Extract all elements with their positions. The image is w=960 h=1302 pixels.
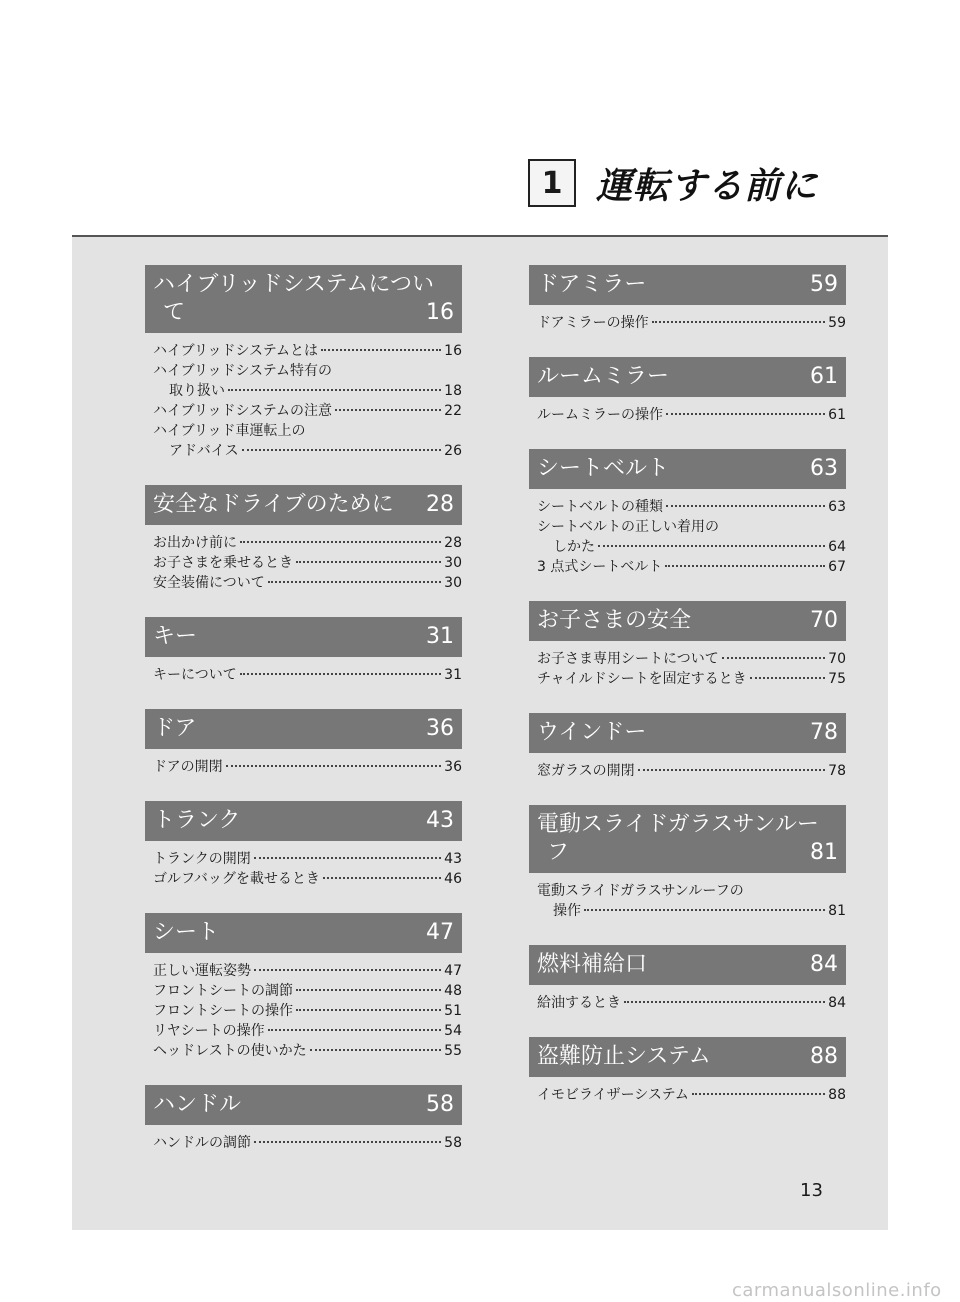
left-column xyxy=(145,265,462,1177)
toc-entry-label: ハイブリッドシステム特有の xyxy=(153,363,333,379)
dot-leader xyxy=(750,677,826,679)
toc-entry[interactable] xyxy=(153,869,462,889)
section-items xyxy=(529,873,846,921)
dot-leader xyxy=(310,1049,442,1051)
toc-entry-label: リヤシートの操作 xyxy=(153,1023,265,1039)
toc-entry[interactable] xyxy=(153,665,462,685)
toc-entry-label: ゴルフバッグを載せるとき xyxy=(153,871,320,887)
section-title: キー xyxy=(153,624,198,649)
section-items xyxy=(145,333,462,461)
toc-entry[interactable] xyxy=(537,497,846,517)
toc-entry[interactable] xyxy=(153,961,462,981)
right-column xyxy=(529,265,846,1129)
section-heading[interactable] xyxy=(145,485,462,525)
dot-leader xyxy=(228,389,441,391)
chapter-header xyxy=(528,158,818,208)
toc-entry-page: 61 xyxy=(828,407,846,423)
section-title: シート xyxy=(153,920,220,945)
section-page: 63 xyxy=(810,456,838,481)
toc-entry[interactable] xyxy=(153,757,462,777)
dot-leader xyxy=(268,1029,442,1031)
dot-leader xyxy=(254,1141,441,1143)
dot-leader xyxy=(624,1001,825,1003)
toc-entry-label: 給油するとき xyxy=(537,995,621,1011)
section-items xyxy=(529,753,846,781)
section-title: トランク xyxy=(153,808,241,833)
toc-entry[interactable] xyxy=(153,553,462,573)
toc-entry-label: ルームミラーの操作 xyxy=(537,407,663,423)
section-heading[interactable] xyxy=(529,357,846,397)
section-title: ドアミラー xyxy=(537,272,647,297)
section-page: 61 xyxy=(810,364,838,389)
dot-leader xyxy=(722,657,825,659)
toc-entry-page: 28 xyxy=(444,535,462,551)
toc-entry-page: 84 xyxy=(828,995,846,1011)
section-items xyxy=(145,953,462,1061)
dot-leader xyxy=(254,857,441,859)
section-title: 盗難防止システム xyxy=(537,1044,711,1069)
section-heading[interactable] xyxy=(145,617,462,657)
section-page: 88 xyxy=(810,1044,838,1069)
toc-entry-row2 xyxy=(537,901,846,921)
section-heading[interactable] xyxy=(529,713,846,753)
dot-leader xyxy=(598,545,825,547)
section-title: ドア xyxy=(153,716,197,741)
toc-entry-label: 窓ガラスの開閉 xyxy=(537,763,635,779)
dot-leader xyxy=(652,321,826,323)
toc-entry-page: 30 xyxy=(444,555,462,571)
section-heading[interactable] xyxy=(145,709,462,749)
section-page: 36 xyxy=(426,716,454,741)
section-heading[interactable] xyxy=(145,1085,462,1125)
toc-entry-label: イモビライザーシステム xyxy=(537,1087,689,1103)
section-page: 59 xyxy=(810,272,838,297)
toc-entry-page: 78 xyxy=(828,763,846,779)
section-heading[interactable] xyxy=(145,801,462,841)
toc-entry-page: 75 xyxy=(828,671,846,687)
section-page: 31 xyxy=(426,624,454,649)
section-title: ハイブリッドシステムについ xyxy=(153,272,434,297)
section-page: 43 xyxy=(426,808,454,833)
toc-entry[interactable] xyxy=(537,557,846,577)
section-page: 84 xyxy=(810,952,838,977)
toc-entry[interactable] xyxy=(537,1085,846,1105)
toc-entry-label: トランクの開閉 xyxy=(153,851,251,867)
section-items xyxy=(529,397,846,425)
toc-entry-page: 26 xyxy=(444,443,462,459)
toc-entry-label: 安全装備について xyxy=(153,575,265,591)
toc-entry-row2 xyxy=(537,537,846,557)
section-title: 燃料補給口 xyxy=(537,952,648,977)
toc-entry-label: キーについて xyxy=(153,667,237,683)
toc-entry-row2 xyxy=(153,381,462,401)
toc-entry-label-cont: アドバイス xyxy=(169,443,239,459)
page-number: 13 xyxy=(800,1180,823,1201)
toc-entry[interactable] xyxy=(537,405,846,425)
dot-leader xyxy=(296,561,441,563)
toc-entry[interactable] xyxy=(537,649,846,669)
toc-entry[interactable] xyxy=(537,993,846,1013)
toc-entry-page: 58 xyxy=(444,1135,462,1151)
section-items xyxy=(145,749,462,777)
toc-entry-page: 43 xyxy=(444,851,462,867)
dot-leader xyxy=(638,769,826,771)
section-items xyxy=(145,841,462,889)
toc-entry-page: 36 xyxy=(444,759,462,775)
section-title-cont: て xyxy=(163,300,186,325)
dot-leader xyxy=(584,909,825,911)
toc-entry-page: 64 xyxy=(828,539,846,555)
toc-entry-page: 70 xyxy=(828,651,846,667)
toc-entry-label: ハイブリッド車運転上の xyxy=(153,423,306,439)
dot-leader xyxy=(254,969,441,971)
toc-entry-label: チャイルドシートを固定するとき xyxy=(537,671,747,687)
toc-entry-page: 88 xyxy=(828,1087,846,1103)
toc-entry[interactable] xyxy=(153,361,462,401)
dot-leader xyxy=(666,413,825,415)
toc-entry[interactable] xyxy=(153,1041,462,1061)
toc-entry-page: 67 xyxy=(828,559,846,575)
dot-leader xyxy=(335,409,441,411)
toc-entry-page: 48 xyxy=(444,983,462,999)
section-items xyxy=(529,985,846,1013)
toc-entry[interactable] xyxy=(537,881,846,921)
section-items xyxy=(529,1077,846,1105)
chapter-title: 運転する前に xyxy=(596,165,819,207)
toc-entry[interactable] xyxy=(153,1021,462,1041)
toc-entry[interactable] xyxy=(153,401,462,421)
section-title: ルームミラー xyxy=(537,364,670,389)
toc-entry-label: お子さまを乗せるとき xyxy=(153,555,293,571)
toc-entry[interactable] xyxy=(153,341,462,361)
section-heading[interactable] xyxy=(529,805,846,873)
toc-entry[interactable] xyxy=(153,421,462,461)
toc-entry-page: 30 xyxy=(444,575,462,591)
toc-entry[interactable] xyxy=(537,761,846,781)
dot-leader xyxy=(240,541,441,543)
section-heading[interactable] xyxy=(529,945,846,985)
toc-entry-label: ハンドルの調節 xyxy=(153,1135,251,1151)
toc-entry-label: お子さま専用シートについて xyxy=(537,651,719,667)
toc-entry-page: 31 xyxy=(444,667,462,683)
toc-entry[interactable] xyxy=(153,849,462,869)
toc-entry[interactable] xyxy=(153,1133,462,1153)
section-page: 16 xyxy=(426,300,454,325)
toc-entry[interactable] xyxy=(153,573,462,593)
section-heading[interactable] xyxy=(529,1037,846,1077)
section-title-cont: フ xyxy=(547,840,570,865)
toc-entry-label: ドアの開閉 xyxy=(153,759,223,775)
section-page: 47 xyxy=(426,920,454,945)
dot-leader xyxy=(692,1093,825,1095)
toc-entry-label: 電動スライドガラスサンルーフの xyxy=(537,883,744,899)
dot-leader xyxy=(226,765,442,767)
toc-entry-label: ヘッドレストの使いかた xyxy=(153,1043,307,1059)
dot-leader xyxy=(666,505,825,507)
toc-entry-label: フロントシートの調節 xyxy=(153,983,293,999)
section-title: 安全なドライブのために xyxy=(153,492,394,517)
toc-entry-label: シートベルトの正しい着用の xyxy=(537,519,719,535)
section-page: 28 xyxy=(426,492,454,517)
section-title-row2 xyxy=(163,298,454,328)
toc-entry-label: フロントシートの操作 xyxy=(153,1003,293,1019)
toc-entry-page: 55 xyxy=(444,1043,462,1059)
section-page: 81 xyxy=(810,840,838,865)
toc-entry[interactable] xyxy=(537,517,846,557)
dot-leader xyxy=(240,673,441,675)
toc-entry-label-cont: 取り扱い xyxy=(169,383,225,399)
toc-entry[interactable] xyxy=(153,981,462,1001)
toc-entry-page: 59 xyxy=(828,315,846,331)
toc-entry-label: ドアミラーの操作 xyxy=(537,315,649,331)
dot-leader xyxy=(296,1009,441,1011)
dot-leader xyxy=(268,581,441,583)
section-heading[interactable] xyxy=(529,601,846,641)
toc-entry-label: ハイブリッドシステムとは xyxy=(153,343,319,359)
dot-leader xyxy=(296,989,441,991)
section-items xyxy=(529,305,846,333)
section-title-row2 xyxy=(547,838,838,868)
toc-entry-page: 63 xyxy=(828,499,846,515)
section-items xyxy=(145,525,462,593)
toc-entry-label: ハイブリッドシステムの注意 xyxy=(153,403,333,419)
section-heading[interactable] xyxy=(145,265,462,333)
section-title: ハンドル xyxy=(153,1092,242,1117)
section-page: 78 xyxy=(810,720,838,745)
toc-entry-label: お出かけ前に xyxy=(153,535,237,551)
toc-entry[interactable] xyxy=(537,669,846,689)
toc-entry-page: 81 xyxy=(828,903,846,919)
toc-entry[interactable] xyxy=(153,1001,462,1021)
toc-entry-page: 47 xyxy=(444,963,462,979)
chapter-number-box: 1 xyxy=(528,159,576,207)
dot-leader xyxy=(321,349,441,351)
toc-entry-label: シートベルトの種類 xyxy=(537,499,663,515)
toc-entry-label-cont: しかた xyxy=(553,539,595,555)
section-page: 70 xyxy=(810,608,838,633)
section-items xyxy=(145,657,462,685)
toc-entry-page: 22 xyxy=(444,403,462,419)
toc-entry-label: 正しい運転姿勢 xyxy=(153,963,251,979)
section-items xyxy=(529,641,846,689)
dot-leader xyxy=(242,449,442,451)
toc-entry-label: 3 点式シートベルト xyxy=(537,559,663,575)
toc-entry-page: 51 xyxy=(444,1003,462,1019)
watermark: carmanualsonline.info xyxy=(732,1280,942,1301)
section-page: 58 xyxy=(426,1092,454,1117)
section-title: 電動スライドガラスサンルー xyxy=(537,812,819,837)
section-heading[interactable] xyxy=(529,449,846,489)
section-items xyxy=(145,1125,462,1153)
toc-entry[interactable] xyxy=(153,533,462,553)
toc-entry-row2 xyxy=(153,441,462,461)
section-title: シートベルト xyxy=(537,456,670,481)
dot-leader xyxy=(323,877,441,879)
dot-leader xyxy=(665,565,825,567)
toc-entry[interactable] xyxy=(537,313,846,333)
toc-entry-label-cont: 操作 xyxy=(553,903,581,919)
section-title: お子さまの安全 xyxy=(537,608,692,633)
section-items xyxy=(529,489,846,577)
toc-entry-page: 54 xyxy=(444,1023,462,1039)
section-heading[interactable] xyxy=(145,913,462,953)
toc-entry-page: 16 xyxy=(444,343,462,359)
toc-entry-page: 18 xyxy=(444,383,462,399)
toc-entry-page: 46 xyxy=(444,871,462,887)
section-title: ウインドー xyxy=(537,720,647,745)
section-heading[interactable] xyxy=(529,265,846,305)
